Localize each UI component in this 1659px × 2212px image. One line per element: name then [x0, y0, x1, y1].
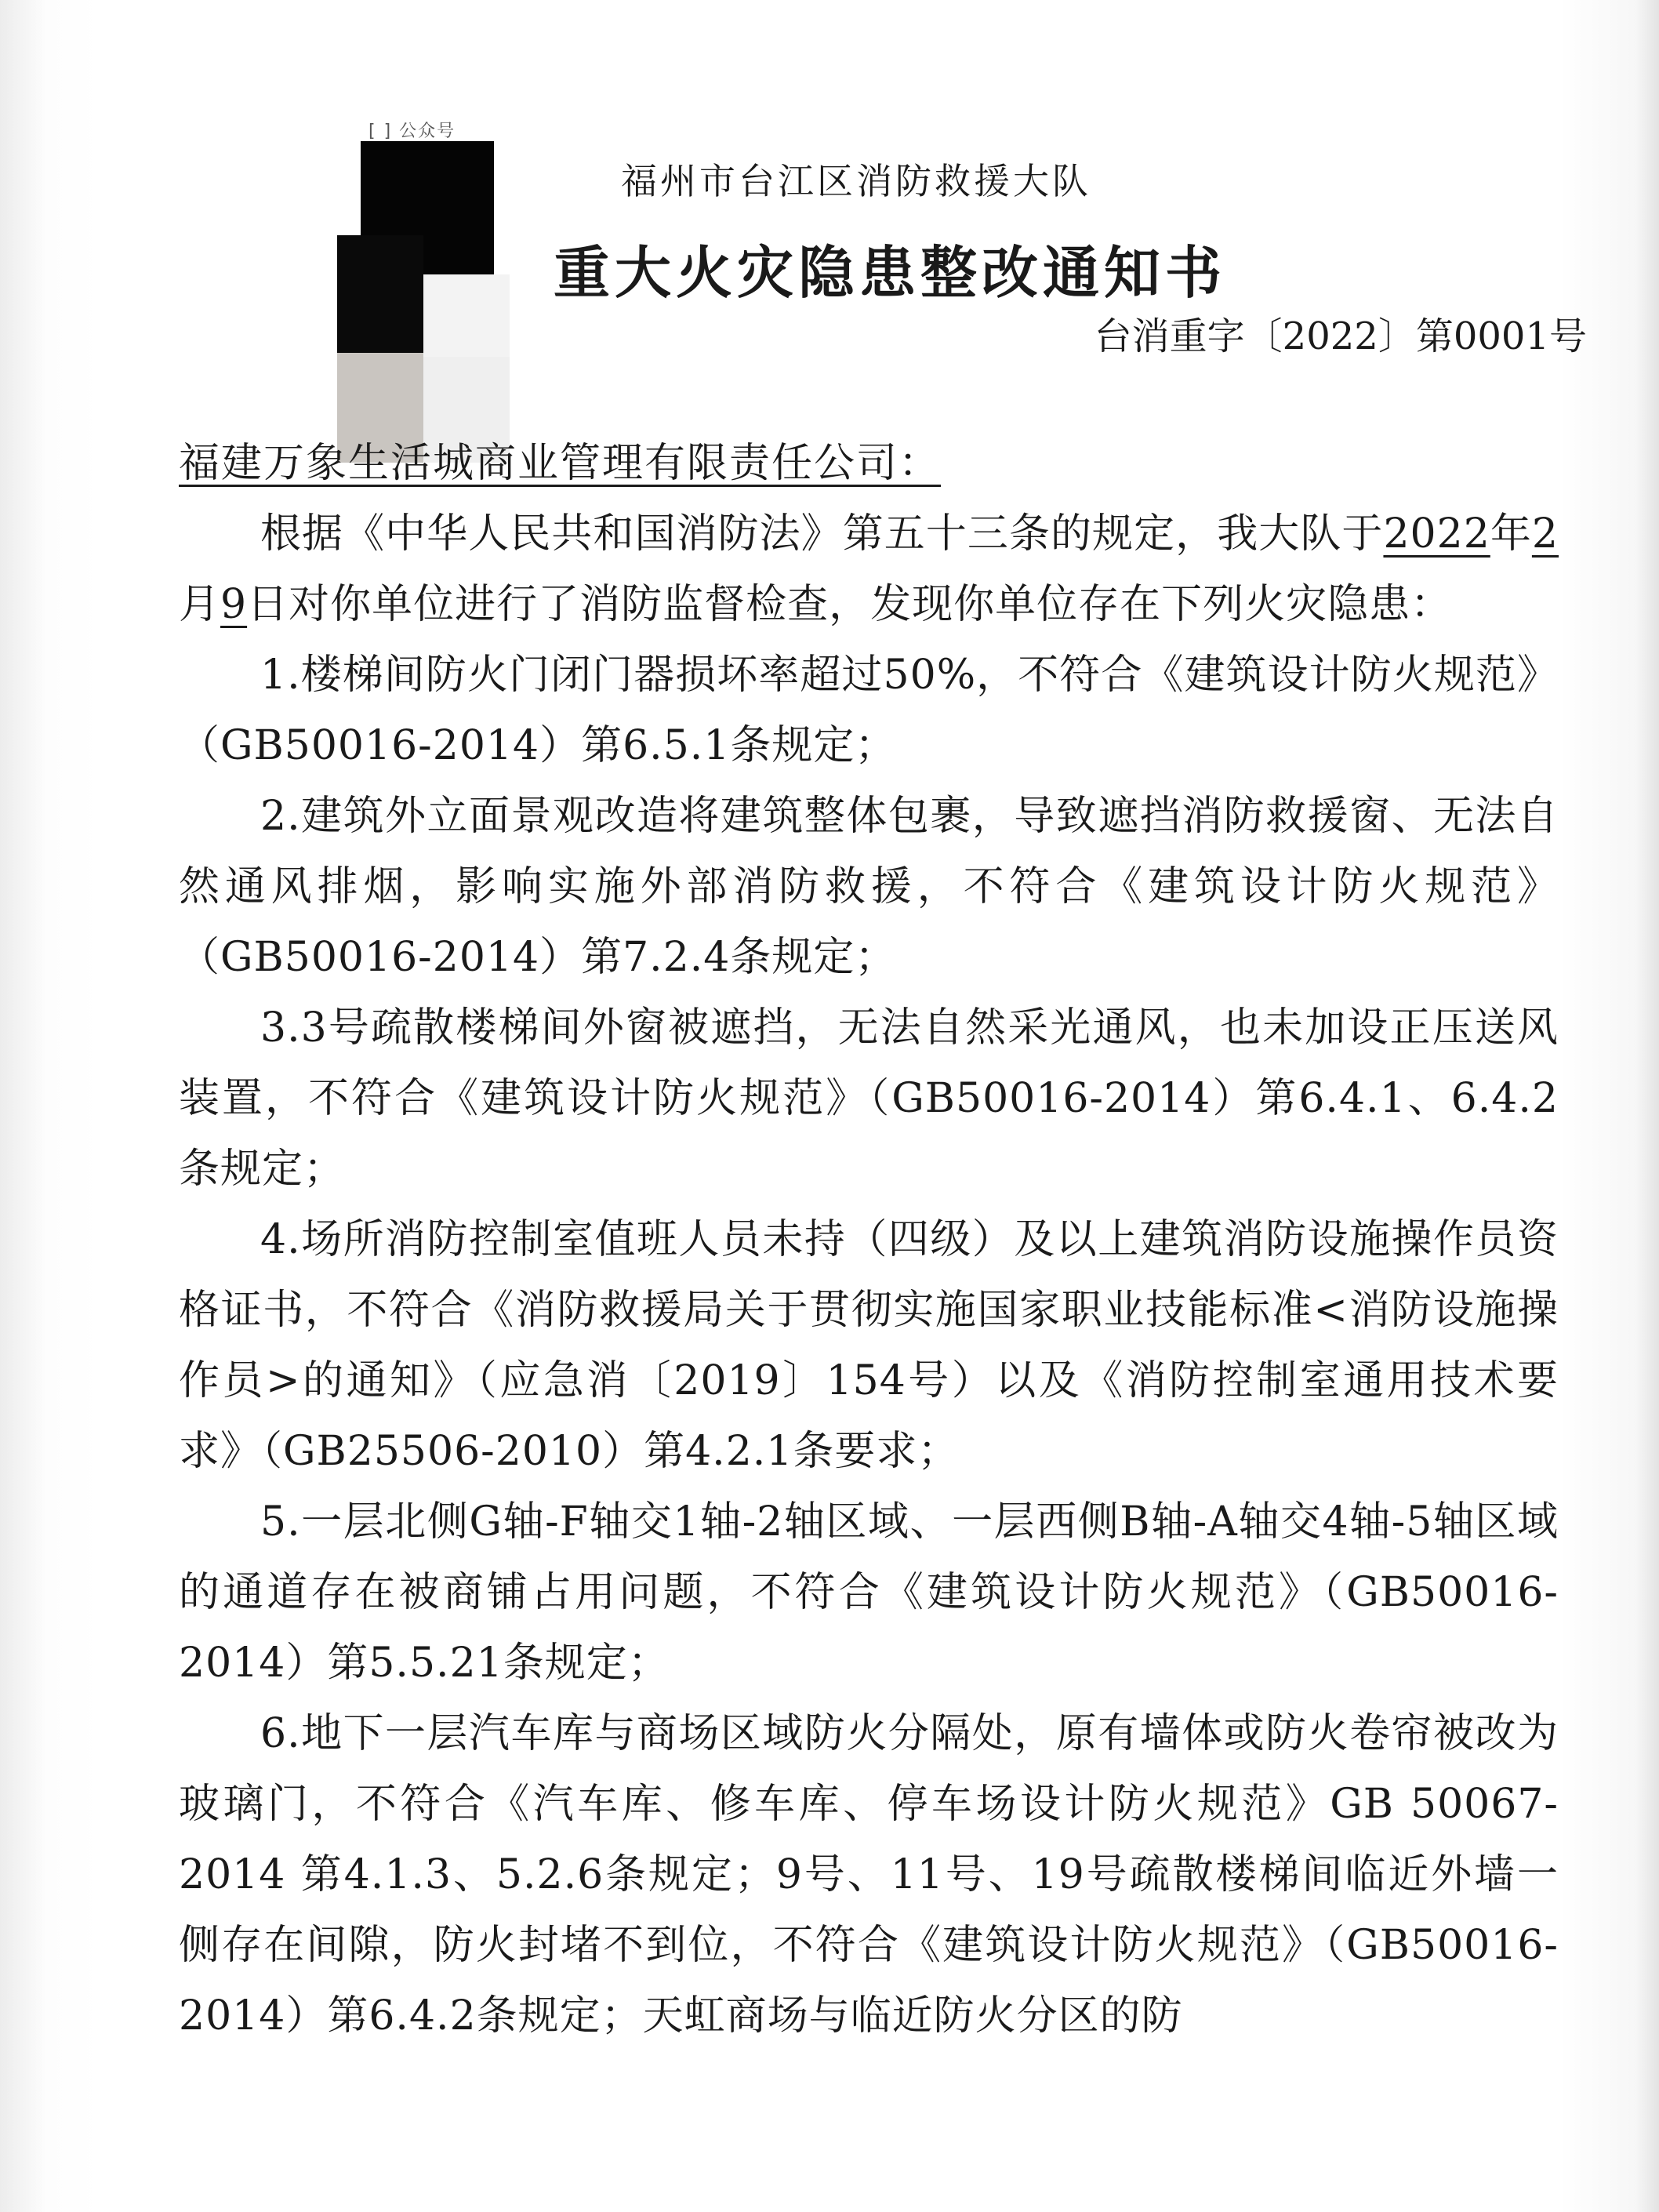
hazard-item-1: 1.楼梯间防火门闭门器损坏率超过50%，不符合《建筑设计防火规范》（GB50016-2014）第6.5.1条规定； — [179, 652, 1559, 769]
seal-label: [ ] 公众号 — [368, 122, 456, 141]
document-number: 台消重字〔2022〕第0001号 — [1094, 314, 1587, 358]
intro-text: 日对你单位进行了消防监督检查，发现你单位存在下列火灾隐患： — [247, 581, 1453, 628]
inspection-day: 9 — [220, 581, 248, 628]
page-shadow-right — [1635, 0, 1659, 2212]
intro-paragraph — [179, 499, 1559, 640]
issuing-organization: 福州市台江区消防救援大队 — [621, 160, 1091, 202]
inspection-year: 2022 — [1383, 510, 1490, 558]
intro-text: 月 — [179, 581, 221, 628]
hazard-item-6: 6.地下一层汽车库与商场区域防火分隔处，原有墙体或防火卷帘被改为玻璃门，不符合《汽车库、修车库、停车场设计防火规范》GB 50067-2014 第4.1.3、5.2.6条规定；9号、11号、19号疏散楼梯间临近外墙一侧存在间隙，防火封堵不到位，不符合《建筑设计防火规范》（GB50016-2014）第6.4.2条规定；天虹商场与临近防火分区的防 — [179, 1710, 1559, 2039]
document-title: 重大火灾隐患整改通知书 — [554, 240, 1227, 306]
inspection-month: 2 — [1531, 510, 1559, 558]
document-body — [179, 499, 1559, 2051]
hazard-item-3: 3.3号疏散楼梯间外窗被遮挡，无法自然采光通风，也未加设正压送风装置，不符合《建筑设计防火规范》（GB50016-2014）第6.4.1、6.4.2条规定； — [179, 1004, 1559, 1193]
recipient: 福建万象生活城商业管理有限责任公司： — [179, 440, 942, 487]
obscured-seal — [337, 118, 502, 345]
intro-text: 年 — [1490, 510, 1532, 558]
intro-text: 根据《中华人民共和国消防法》第五十三条的规定，我大队于 — [260, 510, 1384, 558]
hazard-item-5: 5.一层北侧G轴-F轴交1轴-2轴区域、一层西侧B轴-A轴交4轴-5轴区域的通道存在被商铺占用问题，不符合《建筑设计防火规范》（GB50016-2014）第5.5.21条规定； — [179, 1498, 1559, 1687]
hazard-item-4: 4.场所消防控制室值班人员未持（四级）及以上建筑消防设施操作员资格证书，不符合《消防救援局关于贯彻实施国家职业技能标准<消防设施操作员>的通知》（应急消〔2019〕154号）以及《消防控制室通用技术要求》（GB25506-2010）第4.2.1条要求； — [179, 1216, 1559, 1475]
page-shadow-left — [0, 0, 47, 2212]
hazard-item-2: 2.建筑外立面景观改造将建筑整体包裹，导致遮挡消防救援窗、无法自然通风排烟，影响实施外部消防救援，不符合《建筑设计防火规范》（GB50016-2014）第7.2.4条规定； — [179, 793, 1559, 981]
